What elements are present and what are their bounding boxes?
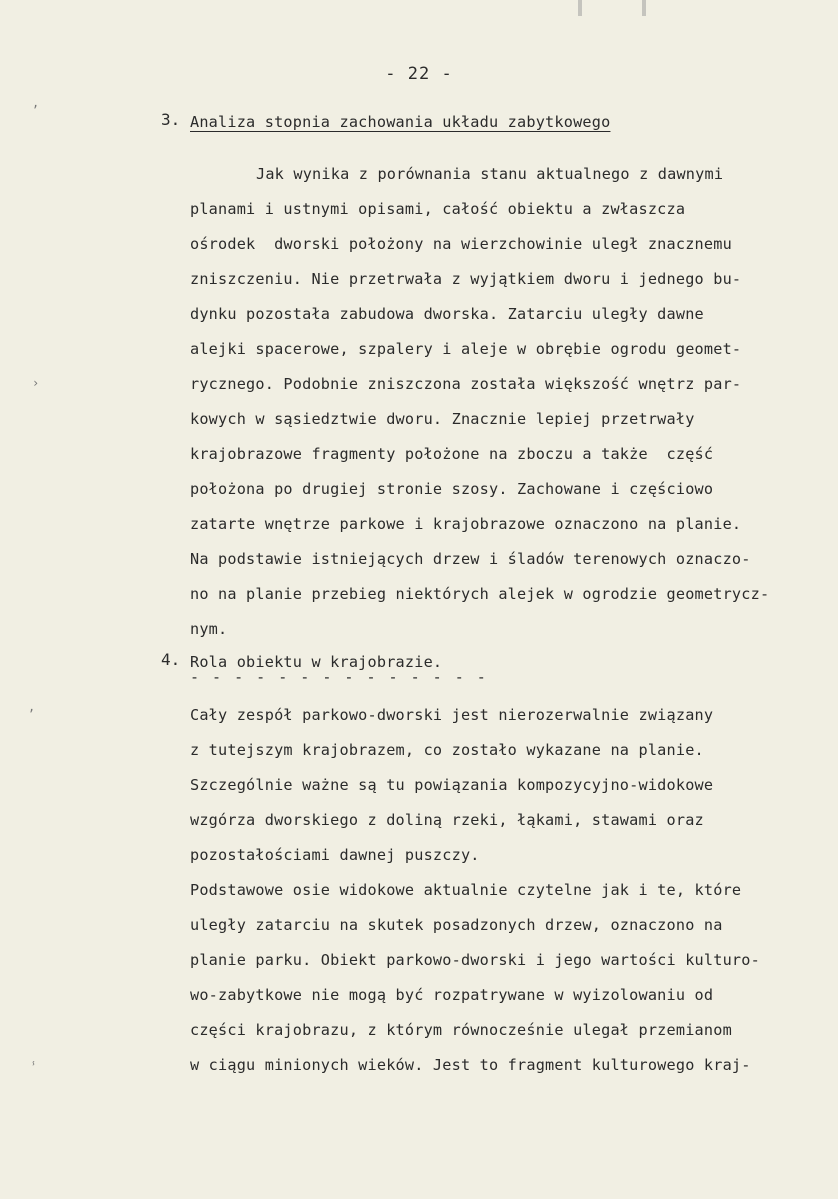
section-3-line: zatarte wnętrze parkowe i krajobrazowe oznaczono na planie. bbox=[190, 515, 742, 533]
section-4-line: Szczególnie ważne są tu powiązania kompozycyjno-widokowe bbox=[190, 776, 714, 794]
margin-mark: › bbox=[32, 376, 40, 390]
section-4-line: w ciągu minionych wieków. Jest to fragment kulturowego kraj- bbox=[190, 1056, 751, 1074]
section-4-line: części krajobrazu, z którym równocześnie ulegał przemianom bbox=[190, 1021, 732, 1039]
section-3-line: położona po drugiej stronie szosy. Zachowane i częściowo bbox=[190, 480, 714, 498]
section-4-line: pozostałościami dawnej puszczy. bbox=[190, 846, 480, 864]
margin-mark: , bbox=[32, 96, 40, 110]
scan-mark bbox=[578, 0, 582, 16]
section-4-line: z tutejszym krajobrazem, co zostało wykazane na planie. bbox=[190, 741, 704, 759]
section-3-number: 3. bbox=[161, 110, 181, 129]
section-4-number: 4. bbox=[161, 650, 181, 669]
section-3-line: krajobrazowe fragmenty położone na zboczu a także część bbox=[190, 445, 714, 463]
section-4-line: Podstawowe osie widokowe aktualnie czytelne jak i te, które bbox=[190, 881, 742, 899]
section-3-line: no na planie przebieg niektórych alejek w ogrodzie geometrycz- bbox=[190, 585, 770, 603]
page-number: - 22 - bbox=[385, 64, 453, 84]
section-3-line: planami i ustnymi opisami, całość obiektu a zwłaszcza bbox=[190, 200, 686, 218]
section-3-line: dynku pozostała zabudowa dworska. Zatarciu uległy dawne bbox=[190, 305, 704, 323]
section-3-title: Analiza stopnia zachowania układu zabytkowego bbox=[190, 113, 611, 131]
section-4-title-underline: - - - - - - - - - - - - - - bbox=[190, 668, 488, 686]
section-3-line: nym. bbox=[190, 620, 228, 638]
section-3-line: ośrodek dworski położony na wierzchowinie uległ znacznemu bbox=[190, 235, 732, 253]
section-4-line: uległy zatarciu na skutek posadzonych drzew, oznaczono na bbox=[190, 916, 723, 934]
section-4-line: planie parku. Obiekt parkowo-dworski i jego wartości kulturo- bbox=[190, 951, 760, 969]
section-3-line: kowych w sąsiedztwie dworu. Znacznie lepiej przetrwały bbox=[190, 410, 695, 428]
section-3-line: zniszczeniu. Nie przetrwała z wyjątkiem dworu i jednego bu- bbox=[190, 270, 742, 288]
section-3-line: rycznego. Podobnie zniszczona została większość wnętrz par- bbox=[190, 375, 742, 393]
margin-mark: ⸯ bbox=[30, 1062, 37, 1076]
section-4-line: wo-zabytkowe nie mogą być rozpatrywane w wyizolowaniu od bbox=[190, 986, 714, 1004]
section-3-line: alejki spacerowe, szpalery i aleje w obrębie ogrodu geomet- bbox=[190, 340, 742, 358]
section-3-line: Na podstawie istniejących drzew i śladów terenowych oznaczo- bbox=[190, 550, 751, 568]
section-4-line: Cały zespół parkowo-dworski jest nierozerwalnie związany bbox=[190, 706, 714, 724]
section-3-line: Jak wynika z porównania stanu aktualnego z dawnymi bbox=[256, 165, 724, 183]
section-4-title: Rola obiektu w krajobrazie. bbox=[190, 653, 443, 671]
section-4-line: wzgórza dworskiego z doliną rzeki, łąkami, stawami oraz bbox=[190, 811, 704, 829]
scan-mark bbox=[642, 0, 646, 16]
margin-mark: ‚ bbox=[28, 700, 36, 714]
